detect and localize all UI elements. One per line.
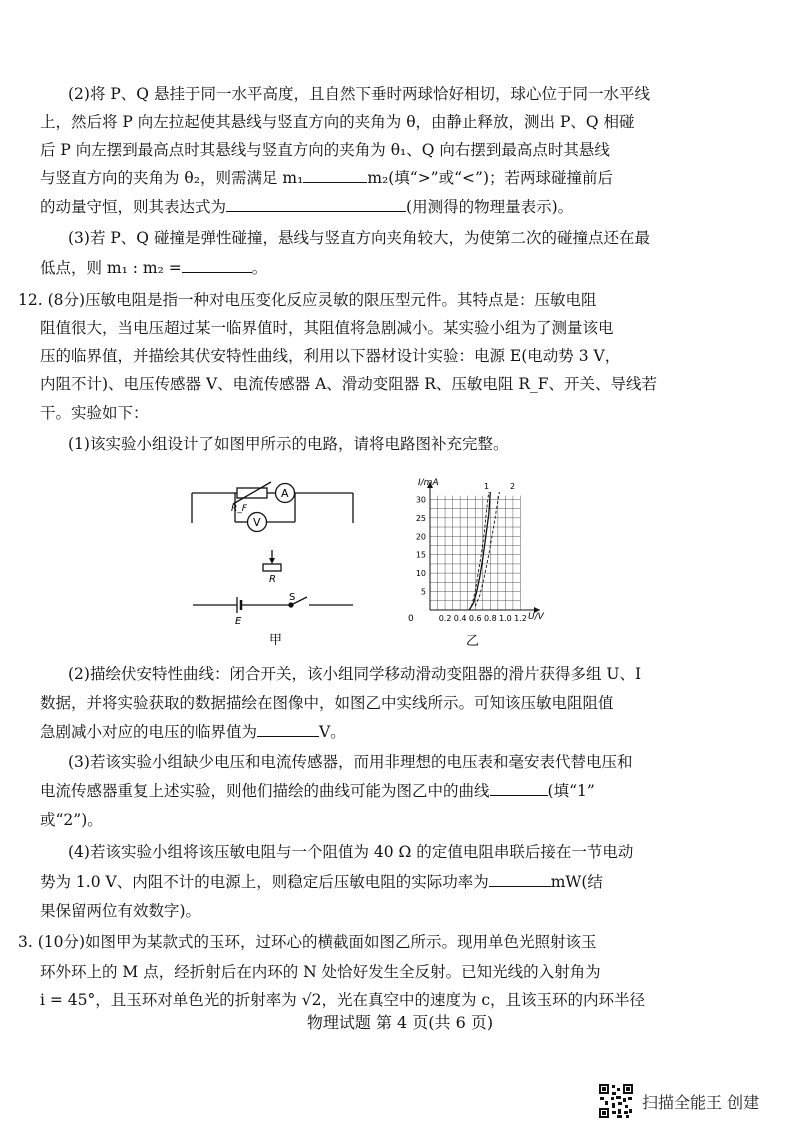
text-segment: 低点，则 m₁ : m₂ = <box>40 259 182 277</box>
curve-1-label: 1 <box>484 482 490 491</box>
source-label: E <box>235 616 242 627</box>
answer-blank[interactable] <box>489 872 551 887</box>
text-line-18 <box>40 781 595 801</box>
text-segment: (1)该实验小组设计了如图甲所示的电路，请将电路图补充完整。 <box>68 435 509 453</box>
text-segment: V。 <box>319 723 346 741</box>
voltmeter-label: V <box>253 516 261 529</box>
graph-series <box>469 492 499 610</box>
y-tick-label: 10 <box>415 569 426 579</box>
circuit-diagram <box>185 478 365 650</box>
text-line-3 <box>40 140 610 160</box>
text-segment: 或“2”)。 <box>40 811 103 829</box>
graph-axes <box>427 482 540 613</box>
x-tick-label: 0.8 <box>483 614 497 623</box>
curve-2-label: 2 <box>510 482 516 491</box>
text-segment: 的动量守恒，则其表达式为 <box>40 198 227 216</box>
qr-code-icon <box>598 1083 634 1119</box>
x-tick-label: 1.2 <box>514 614 527 623</box>
text-segment: 后 P 向左摆到最高点时其悬线与竖直方向的夹角为 θ₁、Q 向右摆到最高点时其悬线 <box>40 141 610 159</box>
text-line-14 <box>68 664 641 684</box>
ammeter-label: A <box>281 487 289 500</box>
text-segment: (2)描绘伏安特性曲线：闭合开关，该小组同学移动滑动变阻器的滑片获得多组 U、I <box>68 665 642 683</box>
text-line-8 <box>18 290 597 310</box>
text-line-13 <box>68 434 508 454</box>
text-segment: m₂(填“>”或“<”)；若两球碰撞前后 <box>367 169 613 187</box>
text-line-7 <box>40 258 267 278</box>
text-line-19 <box>40 810 103 830</box>
x-tick-label: 0.6 <box>468 614 482 623</box>
answer-blank[interactable] <box>303 168 367 183</box>
text-line-17 <box>68 752 632 772</box>
y-tick-label: 30 <box>415 495 426 505</box>
rheostat-body <box>263 564 281 571</box>
circuit-caption: 甲 <box>269 633 283 648</box>
page-footer: 物理试题 第 4 页(共 6 页) <box>306 1013 494 1032</box>
iu-graph <box>400 475 550 655</box>
text-segment: 势为 1.0 V、内阻不计的电源上，则稳定后压敏电阻的实际功率为 <box>40 873 489 891</box>
scanner-text: 扫描全能王 创建 <box>642 1092 760 1112</box>
text-segment: 上，然后将 P 向左拉起使其悬线与竖直方向的夹角为 θ，由静止释放，测出 P、Q 相碰 <box>40 113 635 131</box>
text-segment: 急剧减小对应的电压的临界值为 <box>40 723 258 741</box>
text-line-25 <box>40 990 645 1010</box>
answer-blank[interactable] <box>490 781 548 796</box>
text-segment: 3. (10分)如图甲为某款式的玉环，过环心的横截面如图乙所示。现用单色光照射该玉 <box>18 933 597 951</box>
answer-blank[interactable] <box>226 197 406 212</box>
text-segment: (4)若该实验小组将该压敏电阻与一个阻值为 40 Ω 的定值电阻串联后接在一节电动 <box>68 843 634 861</box>
text-segment: 阻值很大，当电压超过某一临界值时，其阻值将急剧减小。某实验小组为了测量该电 <box>40 319 614 337</box>
y-tick-label: 25 <box>415 513 426 523</box>
text-segment: (3)若该实验小组缺少电压和电流传感器，而用非理想的电压表和毫安表代替电压和 <box>68 753 633 771</box>
x-tick-label: 0.4 <box>453 614 467 623</box>
series-curve-1 <box>472 492 489 606</box>
answer-blank[interactable] <box>182 258 252 273</box>
text-segment: 数据，并将实验获取的数据描绘在图像中，如图乙中实线所示。可知该压敏电阻阻值 <box>40 694 614 712</box>
series-curve-2 <box>475 492 499 606</box>
text-line-23 <box>18 932 597 952</box>
graph-caption: 乙 <box>466 634 480 649</box>
graph-grid <box>430 496 520 610</box>
text-line-24 <box>40 962 601 982</box>
text-line-22 <box>40 901 201 921</box>
text-segment: 压的临界值，并描绘其伏安特性曲线，利用以下器材设计实验：电源 E(电动势 3 V， <box>40 347 621 365</box>
graph-ylabel: I/mA <box>418 478 439 488</box>
y-tick-label: 5 <box>420 587 426 597</box>
y-tick-label: 15 <box>415 550 426 560</box>
text-segment: 12. (8分)压敏电阻是指一种对电压变化反应灵敏的限压型元件。其特点是：压敏电阻 <box>18 291 597 309</box>
graph-xlabel: U/V <box>528 612 544 622</box>
series-solid <box>469 492 490 610</box>
text-line-5 <box>40 197 573 217</box>
text-segment: i = 45°，且玉环对单色光的折射率为 √2，光在真空中的速度为 c，且该玉环的内环半径 <box>40 991 646 1009</box>
text-line-11 <box>40 374 657 394</box>
y-tick-label: 20 <box>415 532 426 542</box>
text-segment: (2)将 P、Q 悬挂于同一水平高度，且自然下垂时两球恰好相切，球心位于同一水平线 <box>68 85 650 103</box>
text-segment: 与竖直方向的夹角为 θ₂，则需满足 m₁ <box>40 169 304 187</box>
text-line-9 <box>40 318 614 338</box>
text-segment: (用测得的物理量表示)。 <box>406 198 574 216</box>
rheostat-label: R <box>269 574 276 585</box>
x-tick-label: 1.0 <box>499 614 512 623</box>
text-segment: 干。实验如下： <box>40 404 149 422</box>
text-line-20 <box>68 842 633 862</box>
text-line-12 <box>40 403 149 423</box>
text-line-16 <box>40 722 346 742</box>
text-line-6 <box>68 228 650 248</box>
text-line-15 <box>40 693 614 713</box>
text-line-2 <box>40 112 635 132</box>
text-segment: 内阻不计)、电压传感器 V、电流传感器 A、滑动变阻器 R、压敏电阻 R_F、开关、导线若 <box>40 375 657 393</box>
graph-ticks <box>416 495 527 623</box>
rf-label: R_F <box>231 504 247 514</box>
text-line-4 <box>40 168 613 188</box>
text-segment: 果保留两位有效数字)。 <box>40 902 202 920</box>
x-tick-label: 0.2 <box>438 614 452 623</box>
text-line-1 <box>68 84 650 104</box>
answer-blank[interactable] <box>257 722 319 737</box>
text-line-21 <box>40 872 603 892</box>
text-segment: (填“1” <box>547 782 595 800</box>
text-line-10 <box>40 346 620 366</box>
text-segment: 。 <box>251 259 268 277</box>
text-segment: (3)若 P、Q 碰撞是弹性碰撞，悬线与竖直方向夹角较大，为使第二次的碰撞点还在最 <box>68 229 650 247</box>
scanner-watermark <box>598 1083 759 1119</box>
text-segment: mW(结 <box>550 873 603 891</box>
text-segment: 环外环上的 M 点，经折射后在内环的 N 处恰好发生全反射。已知光线的入射角为 <box>40 963 601 981</box>
graph-origin: 0 <box>408 614 414 624</box>
text-segment: 电流传感器重复上述实验，则他们描绘的曲线可能为图乙中的曲线 <box>40 782 490 800</box>
switch-label: S <box>289 592 296 603</box>
